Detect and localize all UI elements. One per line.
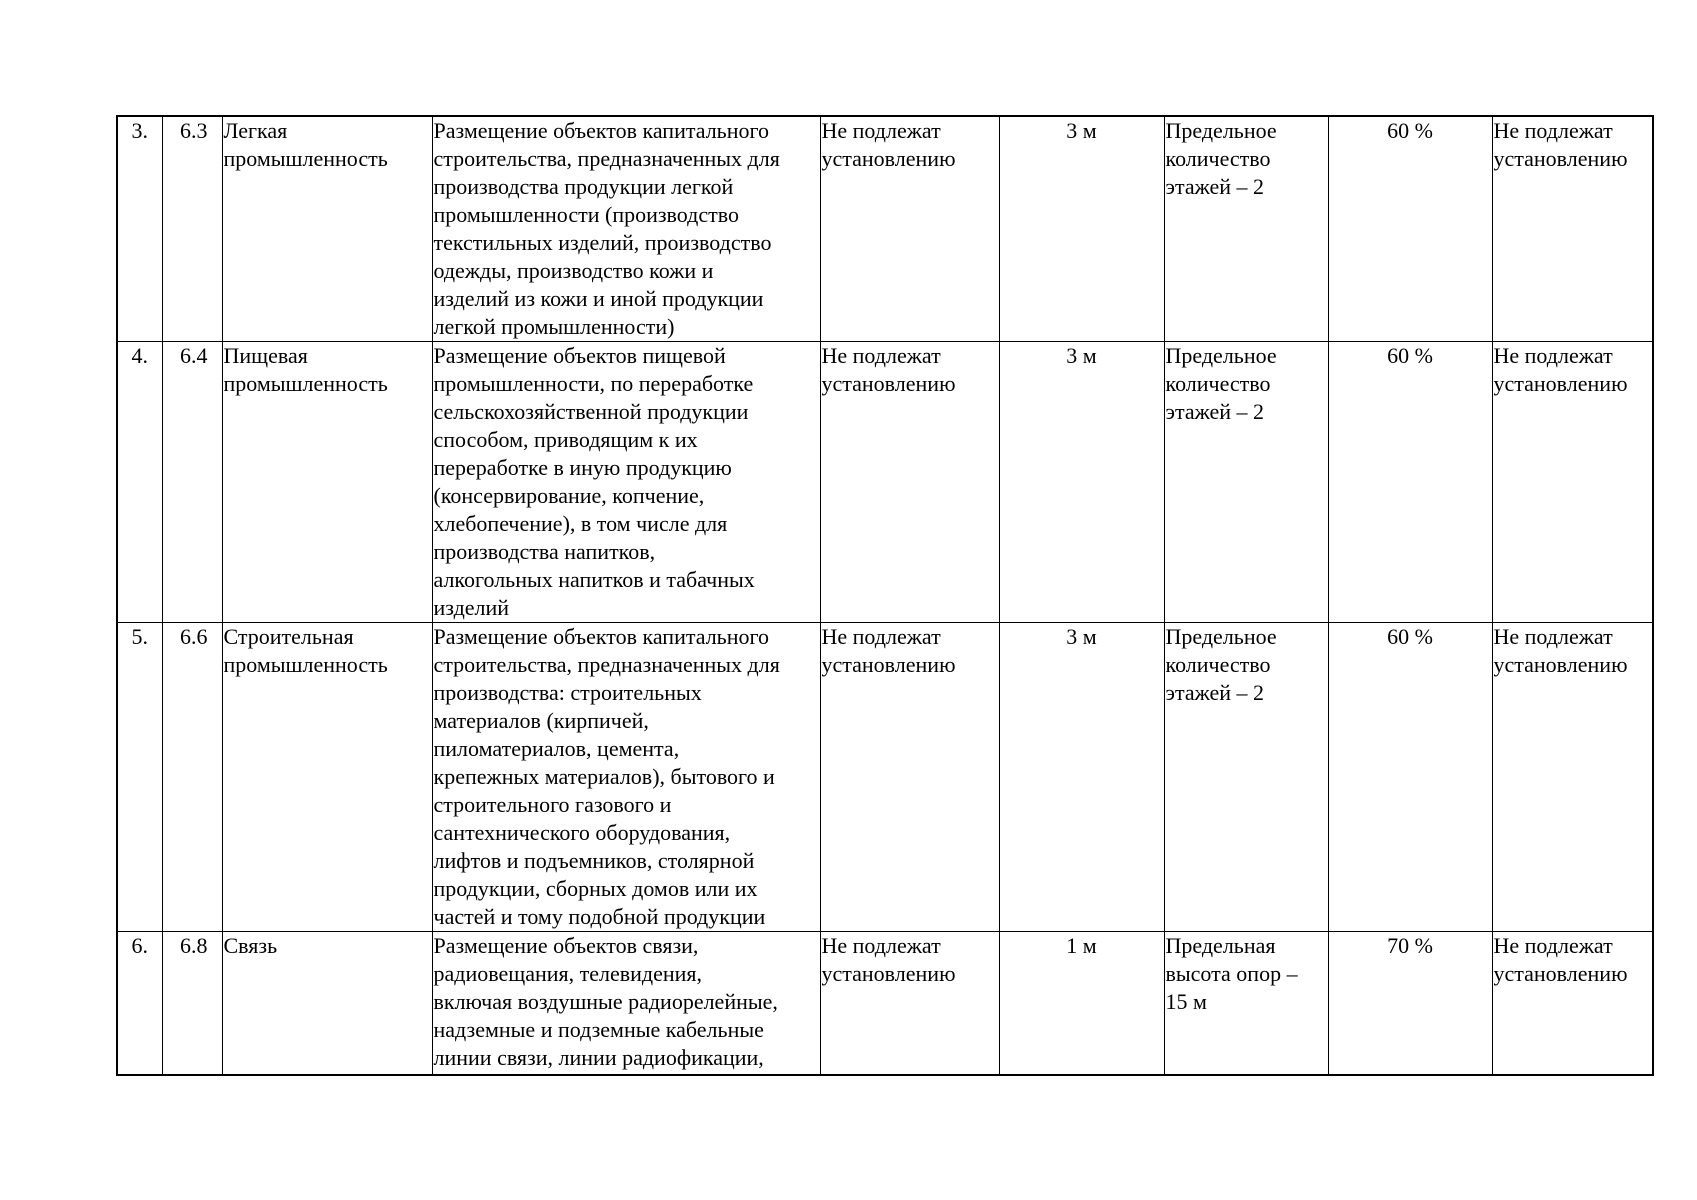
coverage: 60 % — [1387, 343, 1433, 368]
other: Не подлежат установлению — [1493, 118, 1628, 171]
min-size-cell — [820, 342, 999, 623]
other-cell — [1492, 932, 1653, 1075]
max-floors-cell — [1164, 932, 1328, 1075]
use-description-cell — [432, 342, 820, 623]
setback-cell — [999, 623, 1164, 932]
max-floors-cell — [1164, 342, 1328, 623]
other: Не подлежат установлению — [1493, 343, 1628, 396]
table-row — [117, 623, 1653, 932]
max-floors: Предельное количество этажей – 2 — [1165, 624, 1277, 705]
min-size-cell — [820, 623, 999, 932]
row-number: 4. — [131, 343, 148, 368]
use-name-cell — [222, 342, 432, 623]
setback-cell — [999, 342, 1164, 623]
use-description: Размещение объектов капитального строительства, предназначенных для производства: строительных материалов (кирпичей, пиломатериалов, цемента, крепежных материалов), бытового и строительного газового и сантехнического оборудования, лифтов и подъемников, столярной продукции, сборных домов или их частей и тому подобной продукции — [433, 624, 780, 929]
use-code-cell — [162, 623, 222, 932]
table-row — [117, 342, 1653, 623]
row-number-cell — [117, 932, 162, 1075]
use-code-cell — [162, 342, 222, 623]
coverage: 60 % — [1387, 118, 1433, 143]
setback-cell — [999, 116, 1164, 342]
use-name: Пищевая промышленность — [223, 343, 388, 396]
min-size: Не подлежат установлению — [821, 933, 956, 986]
use-name-cell — [222, 932, 432, 1075]
use-code: 6.6 — [180, 624, 208, 649]
other-cell — [1492, 623, 1653, 932]
setback: 1 м — [1066, 933, 1097, 958]
coverage-cell — [1328, 932, 1492, 1075]
min-size-cell — [820, 116, 999, 342]
max-floors: Предельная высота опор – 15 м — [1165, 933, 1298, 1014]
use-code: 6.4 — [180, 343, 208, 368]
coverage-cell — [1328, 342, 1492, 623]
max-floors-cell — [1164, 623, 1328, 932]
setback: 3 м — [1066, 624, 1097, 649]
row-number-cell — [117, 623, 162, 932]
other-cell — [1492, 342, 1653, 623]
use-name: Легкая промышленность — [223, 118, 388, 171]
coverage: 70 % — [1387, 933, 1433, 958]
setback: 3 м — [1066, 118, 1097, 143]
use-description-cell — [432, 116, 820, 342]
use-description-cell — [432, 932, 820, 1075]
table-row — [117, 932, 1653, 1075]
use-code-cell — [162, 116, 222, 342]
min-size: Не подлежат установлению — [821, 624, 956, 677]
use-code: 6.3 — [180, 118, 208, 143]
use-code-cell — [162, 932, 222, 1075]
use-name-cell — [222, 623, 432, 932]
use-description: Размещение объектов капитального строительства, предназначенных для производства продукции легкой промышленности (производство текстильных изделий, производство одежды, производство кожи и изделий из кожи и иной продукции легкой промышленности) — [433, 118, 780, 339]
max-floors-cell — [1164, 116, 1328, 342]
coverage: 60 % — [1387, 624, 1433, 649]
other: Не подлежат установлению — [1493, 933, 1628, 986]
other: Не подлежат установлению — [1493, 624, 1628, 677]
coverage-cell — [1328, 623, 1492, 932]
min-size: Не подлежат установлению — [821, 343, 956, 396]
min-size-cell — [820, 932, 999, 1075]
land-use-regulations-table — [116, 115, 1654, 1076]
row-number: 5. — [131, 624, 148, 649]
coverage-cell — [1328, 116, 1492, 342]
use-description: Размещение объектов пищевой промышленности, по переработке сельскохозяйственной продукции способом, приводящим к их переработке в иную продукцию (консервирование, копчение, хлебопечение), в том числе для производства напитков, алкогольных напитков и табачных изделий — [433, 343, 755, 620]
use-description: Размещение объектов связи, радиовещания, телевидения, включая воздушные радиорелейные, надземные и подземные кабельные линии связи, линии радиофикации, — [433, 933, 778, 1070]
use-name-cell — [222, 116, 432, 342]
setback: 3 м — [1066, 343, 1097, 368]
row-number-cell — [117, 342, 162, 623]
use-code: 6.8 — [180, 933, 208, 958]
use-name: Строительная промышленность — [223, 624, 388, 677]
table-row — [117, 116, 1653, 342]
other-cell — [1492, 116, 1653, 342]
setback-cell — [999, 932, 1164, 1075]
max-floors: Предельное количество этажей – 2 — [1165, 343, 1277, 424]
row-number: 3. — [131, 118, 148, 143]
row-number: 6. — [131, 933, 148, 958]
use-description-cell — [432, 623, 820, 932]
row-number-cell — [117, 116, 162, 342]
use-name: Связь — [223, 933, 278, 958]
min-size: Не подлежат установлению — [821, 118, 956, 171]
max-floors: Предельное количество этажей – 2 — [1165, 118, 1277, 199]
